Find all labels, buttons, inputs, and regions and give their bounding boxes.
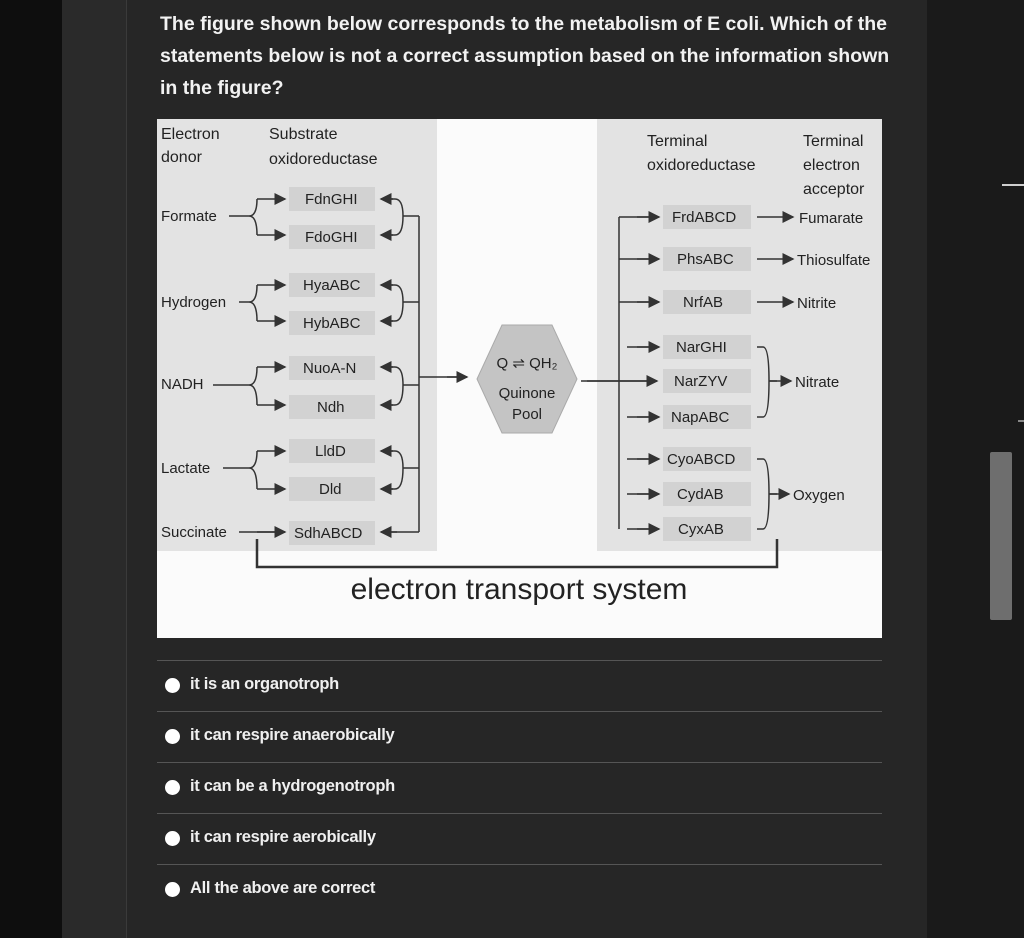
option-hydrogenotroph[interactable]: [157, 762, 882, 813]
terminal-napabc: NapABC: [671, 409, 730, 426]
substrate-lldd: LldD: [315, 443, 346, 460]
terminal-nrfab: NrfAB: [683, 294, 724, 311]
answer-options: [157, 660, 882, 915]
header-terminal-acceptor-2: electron: [803, 157, 860, 174]
header-terminal-acceptor-1: Terminal: [803, 133, 864, 150]
edge-marker-small: [1018, 420, 1024, 422]
question-text: The figure shown below corresponds to the metabolism of E coli. Which of the statements below is not a correct assumption based on the information shown in the figure?: [160, 13, 890, 99]
terminal-cyxab: CyxAB: [678, 521, 724, 538]
option-respire-anaerobically[interactable]: [157, 711, 882, 762]
header-electron-donor-2: donor: [161, 149, 202, 166]
substrate-fdnghi: FdnGHI: [305, 191, 358, 208]
side-gutter: [62, 0, 126, 938]
radio-button[interactable]: [165, 882, 180, 897]
scrollbar-thumb[interactable]: [990, 452, 1012, 620]
donor-nadh: NADH: [161, 376, 204, 393]
substrate-hyaabc: HyaABC: [303, 277, 361, 294]
option-label: it is an organotroph: [190, 675, 339, 693]
quinone-reaction: Q ⇌ QH₂: [496, 355, 558, 372]
option-respire-aerobically[interactable]: [157, 813, 882, 864]
terminal-narghi: NarGHI: [676, 339, 727, 356]
radio-button[interactable]: [165, 729, 180, 744]
donor-hydrogen: Hydrogen: [161, 294, 227, 311]
acceptor-fumarate: Fumarate: [799, 210, 864, 227]
terminal-narzyv: NarZYV: [674, 373, 728, 390]
donor-succinate: Succinate: [161, 524, 227, 541]
header-terminal-acceptor-3: acceptor: [803, 181, 865, 198]
substrate-dld: Dld: [319, 481, 342, 498]
left-background: [0, 0, 62, 938]
figure-caption: electron transport system: [350, 573, 688, 606]
radio-button[interactable]: [165, 678, 180, 693]
terminal-cyoabcd: CyoABCD: [667, 451, 736, 468]
acceptor-thiosulfate: Thiosulfate: [797, 252, 871, 269]
terminal-frdabcd: FrdABCD: [672, 209, 737, 226]
header-terminal-oxidoreductase-1: Terminal: [647, 133, 708, 150]
option-label: it can be a hydrogenotroph: [190, 777, 395, 795]
option-organotroph[interactable]: [157, 660, 882, 711]
option-label: it can respire aerobically: [190, 828, 376, 846]
header-terminal-oxidoreductase-2: oxidoreductase: [647, 157, 756, 174]
option-label: All the above are correct: [190, 879, 376, 897]
substrate-nuoa-n: NuoA-N: [303, 360, 357, 377]
quinone-pool-label: Pool: [511, 406, 543, 423]
option-all-correct[interactable]: [157, 864, 882, 915]
quinone-label: Quinone: [498, 385, 556, 402]
etc-figure: [157, 119, 882, 638]
edge-marker: [1002, 184, 1024, 186]
acceptor-nitrite: Nitrite: [797, 295, 837, 312]
acceptor-oxygen: Oxygen: [793, 487, 845, 504]
radio-button[interactable]: [165, 831, 180, 846]
terminal-phsabc: PhsABC: [677, 251, 734, 268]
header-substrate-2: oxidoreductase: [269, 151, 378, 168]
header-substrate-1: Substrate: [269, 126, 338, 143]
radio-button[interactable]: [165, 780, 180, 795]
donor-formate: Formate: [161, 208, 217, 225]
substrate-fdoghi: FdoGHI: [305, 229, 358, 246]
substrate-ndh: Ndh: [317, 399, 345, 416]
donor-lactate: Lactate: [161, 460, 211, 477]
terminal-cydab: CydAB: [677, 486, 724, 503]
header-electron-donor-1: Electron: [161, 126, 220, 143]
substrate-hybabc: HybABC: [303, 315, 361, 332]
substrate-sdhabcd: SdhABCD: [294, 525, 363, 542]
acceptor-nitrate: Nitrate: [795, 374, 840, 391]
option-label: it can respire anaerobically: [190, 726, 395, 744]
